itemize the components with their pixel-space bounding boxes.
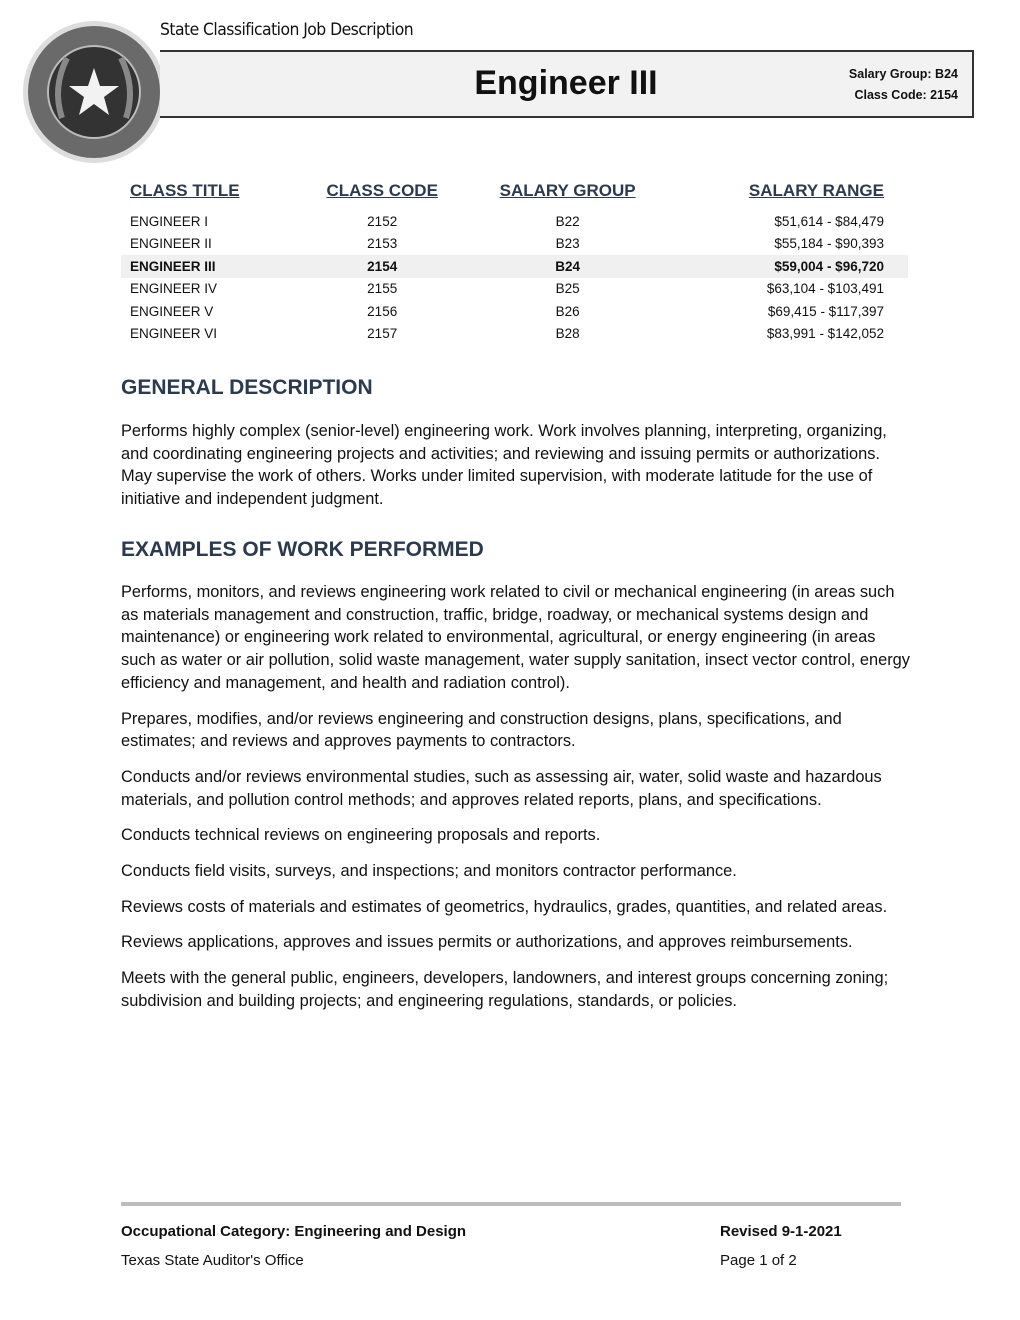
example-item: Conducts field visits, surveys, and inspections; and monitors contractor performance. — [121, 862, 737, 881]
col-salary-group: SALARY GROUP — [499, 181, 636, 200]
revised-date: Revised 9-1-2021 — [720, 1223, 842, 1240]
state-auditor-seal-logo — [22, 18, 166, 166]
table-row — [121, 255, 908, 278]
class-code-cell: 2154 — [299, 255, 466, 278]
table-row — [121, 300, 908, 323]
salary-group-cell: B26 — [555, 303, 580, 319]
col-salary-range: SALARY RANGE — [748, 181, 884, 200]
class-code: Class Code: 2154 — [854, 88, 958, 102]
example-item: Performs, monitors, and reviews engineering work related to civil or mechanical engineering (in areas such as materials management and construction, traffic, bridge, roadway, or mechanical systems design and maintenance) or engineering work related to environmental, agricultural, or energy engineering (in areas such as water or air pollution, solid waste management, water supply sanitation, insect vector control, energy efficiency and management, and health and radiation control). — [121, 583, 910, 692]
salary-group-cell: B24 — [466, 255, 670, 278]
example-item: Reviews applications, approves and issues permits or authorizations, and approves reimbursements. — [121, 933, 853, 952]
class-code-cell: 2156 — [367, 303, 398, 319]
class-title-cell: ENGINEER II — [130, 236, 212, 252]
class-title-cell: ENGINEER V — [130, 303, 214, 319]
salary-range-cell: $69,415 - $117,397 — [767, 303, 884, 319]
salary-group-cell: B25 — [555, 281, 580, 297]
salary-range-cell: $51,614 - $84,479 — [774, 213, 884, 229]
example-item: Conducts technical reviews on engineering proposals and reports. — [121, 826, 601, 845]
page-number: Page 1 of 2 — [720, 1252, 797, 1269]
examples-heading: EXAMPLES OF WORK PERFORMED — [121, 538, 484, 561]
salary-group-cell: B23 — [555, 236, 580, 252]
class-title-cell: ENGINEER III — [121, 255, 299, 278]
office-name: Texas State Auditor's Office — [121, 1252, 304, 1269]
salary-group: Salary Group: B24 — [848, 67, 958, 81]
class-code-cell: 2152 — [367, 213, 398, 229]
title-box — [160, 50, 974, 118]
table-header — [121, 178, 908, 210]
title-meta — [849, 64, 958, 106]
document-type: State Classification Job Description — [160, 20, 414, 40]
table-row — [121, 323, 908, 346]
table-row — [121, 278, 908, 301]
classification-table — [121, 178, 908, 345]
salary-range-cell: $83,991 - $142,052 — [766, 326, 884, 342]
col-class-title: CLASS TITLE — [130, 181, 240, 200]
general-description-heading: GENERAL DESCRIPTION — [121, 376, 373, 399]
example-item: Reviews costs of materials and estimates of geometrics, hydraulics, grades, quantities, and related areas. — [121, 897, 888, 916]
general-description-text: Performs highly complex (senior-level) engineering work. Work involves planning, interpreting, organizing, and coordinating engineering projects and activities; and reviewing and issuing permits or authorizations. May supervise the work of others. Works under limited supervision, with moderate latitude for the use of initiative and independent judgment. — [121, 422, 887, 509]
example-item: Prepares, modifies, and/or reviews engineering and construction designs, plans, specifications, and estimates; and reviews and approves payments to contractors. — [121, 709, 842, 751]
class-code-cell: 2153 — [367, 236, 398, 252]
examples-list — [121, 581, 911, 1026]
example-item: Conducts and/or reviews environmental studies, such as assessing air, water, solid waste and hazardous materials, and pollution control methods; and approves related reports, plans, and specifications. — [121, 767, 882, 809]
salary-range-cell: $59,004 - $96,720 — [670, 255, 908, 278]
salary-group-cell: B28 — [555, 326, 580, 342]
class-code-cell: 2155 — [367, 281, 398, 297]
salary-range-cell: $55,184 - $90,393 — [774, 236, 884, 252]
table-row — [121, 210, 908, 233]
footer-divider — [121, 1202, 901, 1206]
class-code-cell: 2157 — [367, 326, 398, 342]
class-title-cell: ENGINEER I — [130, 213, 209, 229]
col-class-code: CLASS CODE — [326, 181, 438, 200]
salary-group-cell: B22 — [555, 213, 580, 229]
class-title-cell: ENGINEER VI — [130, 326, 218, 342]
class-title-cell: ENGINEER IV — [130, 281, 218, 297]
occupational-category: Occupational Category: Engineering and Design — [121, 1223, 467, 1240]
table-row — [121, 233, 908, 256]
example-item: Meets with the general public, engineers, developers, landowners, and interest groups concerning zoning; subdivision and building projects; and engineering regulations, standards, or policies. — [121, 969, 889, 1010]
salary-range-cell: $63,104 - $103,491 — [766, 281, 884, 297]
job-title: Engineer III — [474, 64, 658, 102]
